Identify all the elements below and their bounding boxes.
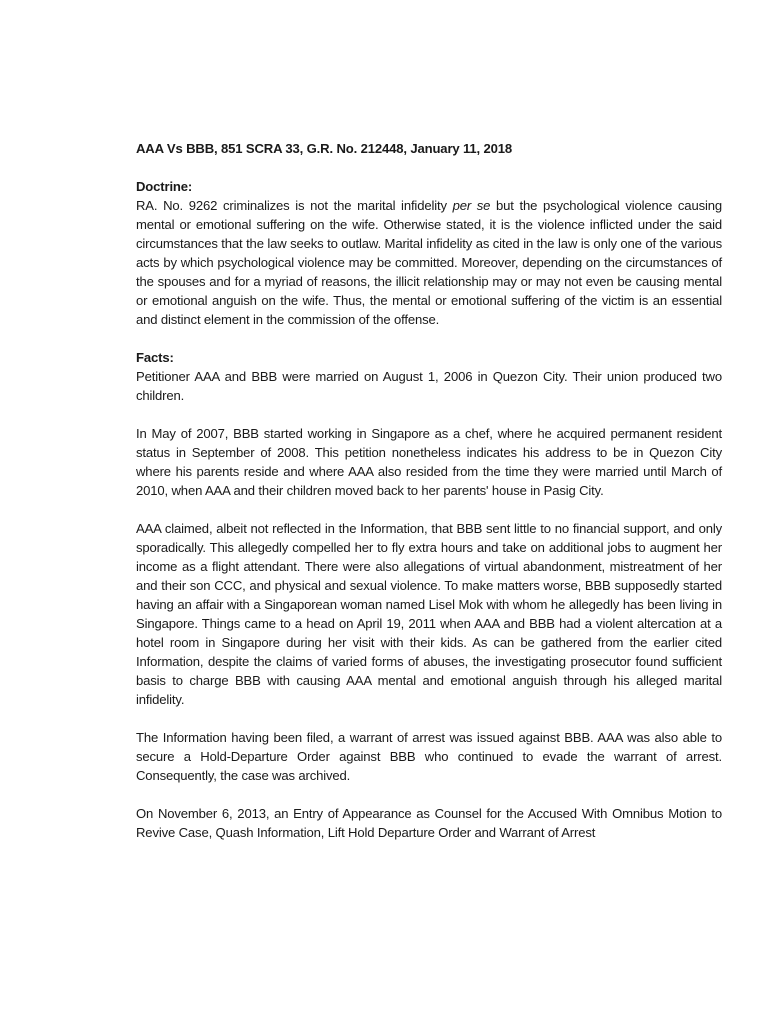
doctrine-paragraph bbox=[136, 196, 722, 329]
case-title: AAA Vs BBB, 851 SCRA 33, G.R. No. 212448, January 11, 2018 bbox=[136, 141, 513, 156]
facts-paragraph-3: AAA claimed, albeit not reflected in the Information, that BBB sent little to no financial support, and only sporadically. This allegedly compelled her to fly extra hours and take on additional jobs to augment her income as a flight attendant. There were also allegations of virtual abandonment, mistreatment of her and their son CCC, and physical and sexual violence. To make matters worse, BBB supposedly started having an affair with a Singaporean woman named Lisel Mok with whom he allegedly has been living in Singapore. Things came to a head on April 19, 2011 when AAA and BBB had a violent altercation at a hotel room in Singapore during her visit with their kids. As can be gathered from the earlier cited Information, despite the claims of varied forms of abuses, the investigating prosecutor found sufficient basis to charge BBB with causing AAA mental and emotional anguish through his alleged marital infidelity. bbox=[136, 521, 722, 707]
doctrine-text-start: RA. No. 9262 criminalizes is not the marital infidelity bbox=[136, 198, 453, 213]
doctrine-text-end: but the psychological violence causing mental or emotional suffering on the wife. Otherwise stated, it is the violence inflicted under the said circumstances that the law seeks to outlaw. Marital infidelity as cited in the law is only one of the various acts by which psychological violence may be committed. Moreover, depending on the circumstances of the spouses and for a myriad of reasons, the illicit relationship may or may not even be causing mental or emotional anguish on the wife. Thus, the mental or emotional suffering of the victim is an essential and distinct element in the commission of the offense. bbox=[136, 198, 722, 327]
doctrine-heading: Doctrine: bbox=[136, 179, 193, 194]
document-body bbox=[136, 139, 722, 842]
facts-paragraph-4: The Information having been filed, a warrant of arrest was issued against BBB. AAA was also able to secure a Hold-Departure Order against BBB who continued to evade the warrant of arrest. Consequently, the case was archived. bbox=[136, 730, 722, 783]
facts-paragraph-2: In May of 2007, BBB started working in Singapore as a chef, where he acquired permanent resident status in September of 2008. This petition nonetheless indicates his address to be in Quezon City where his parents reside and where AAA also resided from the time they were married until March of 2010, when AAA and their children moved back to her parents' house in Pasig City. bbox=[136, 426, 722, 498]
facts-paragraph-1: Petitioner AAA and BBB were married on August 1, 2006 in Quezon City. Their union produced two children. bbox=[136, 369, 722, 403]
doctrine-italic-term: per se bbox=[452, 198, 491, 213]
facts-paragraph-5: On November 6, 2013, an Entry of Appearance as Counsel for the Accused With Omnibus Motion to Revive Case, Quash Information, Lift Hold Departure Order and Warrant of Arrest bbox=[136, 806, 722, 840]
facts-heading: Facts: bbox=[136, 350, 174, 365]
